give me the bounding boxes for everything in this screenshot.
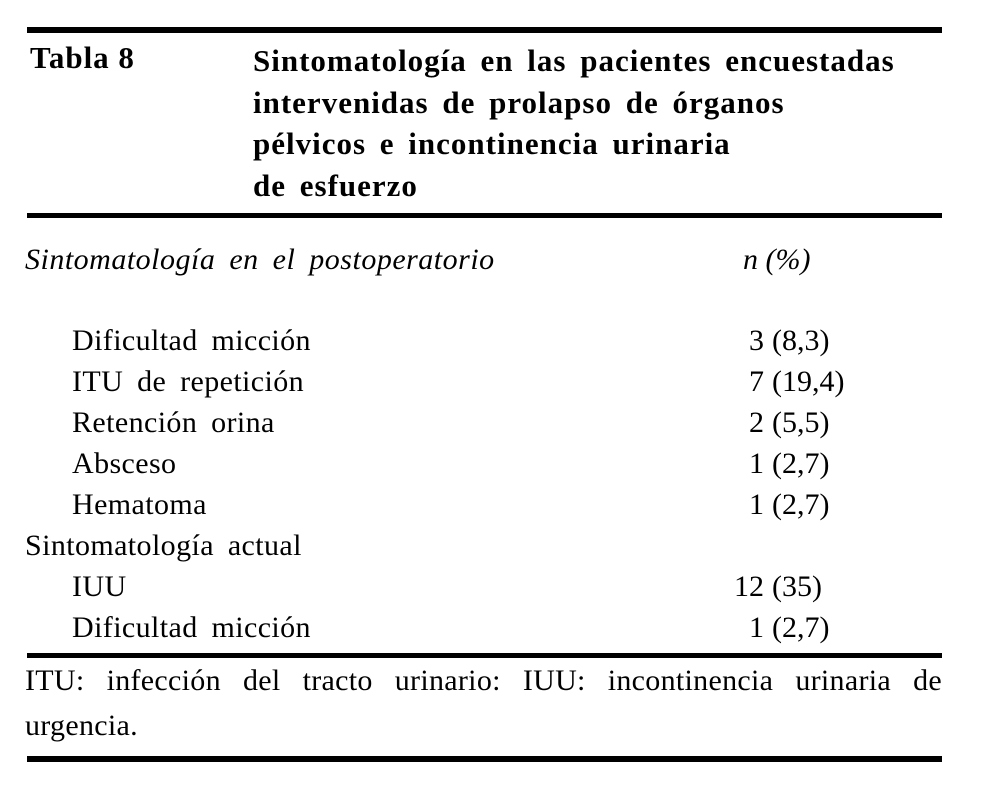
row-value [733, 525, 772, 566]
table-body [25, 320, 965, 648]
table-section-row [25, 525, 965, 566]
row-label: Hematoma [72, 488, 207, 521]
row-percentage: (2,7) [772, 611, 830, 644]
top-rule [27, 27, 942, 33]
row-value [733, 566, 822, 607]
row-percentage: (2,7) [772, 447, 830, 480]
table-title-line-2: intervenidas de prolapso de órganos [253, 84, 785, 120]
column-header-symptom: Sintomatología en el postoperatorio [25, 243, 495, 276]
column-header-n-pct: n (%) [743, 243, 811, 276]
row-value [733, 361, 844, 402]
table-title [253, 40, 895, 206]
table-row [25, 320, 965, 361]
row-value [733, 402, 829, 443]
row-label: Retención orina [72, 406, 275, 439]
row-value [733, 443, 829, 484]
row-percentage: (35) [772, 570, 822, 603]
row-n-count: 1 [749, 488, 764, 521]
table-title-line-1: Sintomatología en las pacientes encuestadas [253, 43, 895, 78]
row-label: Dificultad micción [72, 324, 311, 357]
table-row [25, 566, 965, 607]
footnote [25, 658, 942, 748]
table-row [25, 443, 965, 484]
row-n-count: 2 [749, 406, 764, 439]
row-value [733, 484, 829, 525]
row-label: IUU [72, 570, 127, 603]
row-n-count: 3 [749, 324, 764, 357]
row-label: Dificultad micción [72, 611, 311, 644]
row-value [733, 607, 829, 648]
table-title-line-4: de esfuerzo [253, 167, 418, 203]
footnote-line-1: ITU: infección del tracto urinario: IUU: incontinencia urinaria de [25, 664, 942, 697]
row-n-count: 1 [749, 611, 764, 644]
table-row [25, 361, 965, 402]
row-label: Absceso [72, 447, 177, 480]
table-row [25, 402, 965, 443]
header-divider-rule [27, 213, 942, 218]
row-value [733, 320, 829, 361]
row-n-count: 12 [734, 570, 764, 603]
table-title-line-3: pélvicos e incontinencia urinaria [253, 126, 731, 161]
row-n-count: 1 [749, 447, 764, 480]
row-n-count: 7 [749, 365, 764, 398]
bottom-rule [27, 756, 942, 762]
row-percentage: (8,3) [772, 324, 830, 357]
row-label: ITU de repetición [72, 365, 305, 398]
row-percentage: (2,7) [772, 488, 830, 521]
row-percentage: (5,5) [772, 406, 830, 439]
table-row [25, 607, 965, 648]
section-label: Sintomatología actual [25, 529, 302, 562]
footnote-line-2: urgencia. [25, 709, 138, 742]
table-row [25, 484, 965, 525]
table-number-label: Tabla 8 [30, 40, 135, 75]
row-percentage: (19,4) [772, 365, 845, 398]
